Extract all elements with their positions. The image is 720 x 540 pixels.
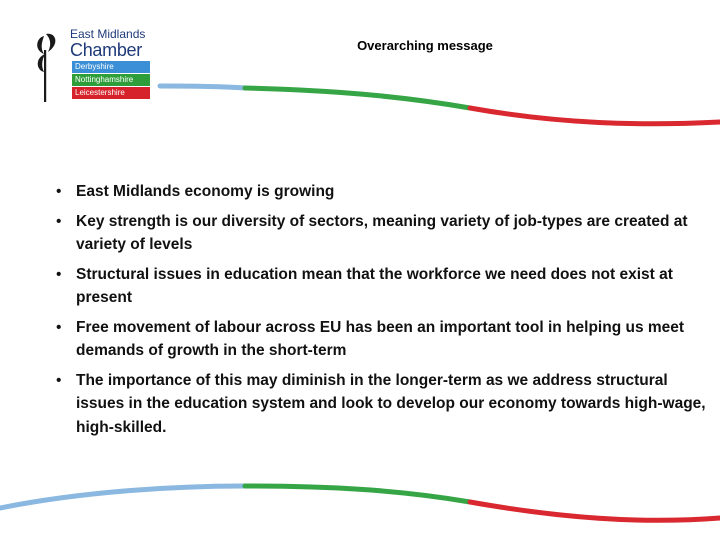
bullet-text: Structural issues in education mean that the workforce we need does not exist at present xyxy=(76,265,673,306)
bullet-text: Free movement of labour across EU has been an important tool in helping us meet demands of growth in the short-term xyxy=(76,318,685,359)
bullet-text: East Midlands economy is growing xyxy=(76,183,335,200)
band-leicestershire: Leicestershire xyxy=(72,87,150,99)
bullet-text: The importance of this may diminish in the longer-term as we address structural issues in the education system and look to develop our economy towards high-wage, high-skilled. xyxy=(76,371,706,436)
bullet-item: • Key strength is our diversity of sectors, meaning variety of job-types are created at variety of levels xyxy=(56,212,688,253)
bullet-item: • East Midlands economy is growing xyxy=(56,183,335,200)
bottom-swoosh-divider xyxy=(0,478,720,538)
bullet-item: • Structural issues in education mean that the workforce we need does not exist at present xyxy=(56,265,673,306)
bullet-item: • Free movement of labour across EU has been an important tool in helping us meet demands of growth in the short-term xyxy=(56,318,685,359)
top-swoosh-divider xyxy=(0,78,720,138)
logo-line-chamber: Chamber xyxy=(70,40,142,60)
bullet-item: • The importance of this may diminish in the longer-term as we address structural issues in the education system and look to develop our economy towards high-wage, high-skilled. xyxy=(56,371,706,436)
slide-title: Overarching message xyxy=(357,38,493,53)
band-nottinghamshire: Nottinghamshire xyxy=(72,74,150,86)
band-derbyshire: Derbyshire xyxy=(72,61,150,73)
logo-line-east-midlands: East Midlands xyxy=(70,27,146,41)
bullet-list xyxy=(56,180,706,445)
bullet-text: Key strength is our diversity of sectors, meaning variety of job-types are created at variety of levels xyxy=(76,212,688,253)
